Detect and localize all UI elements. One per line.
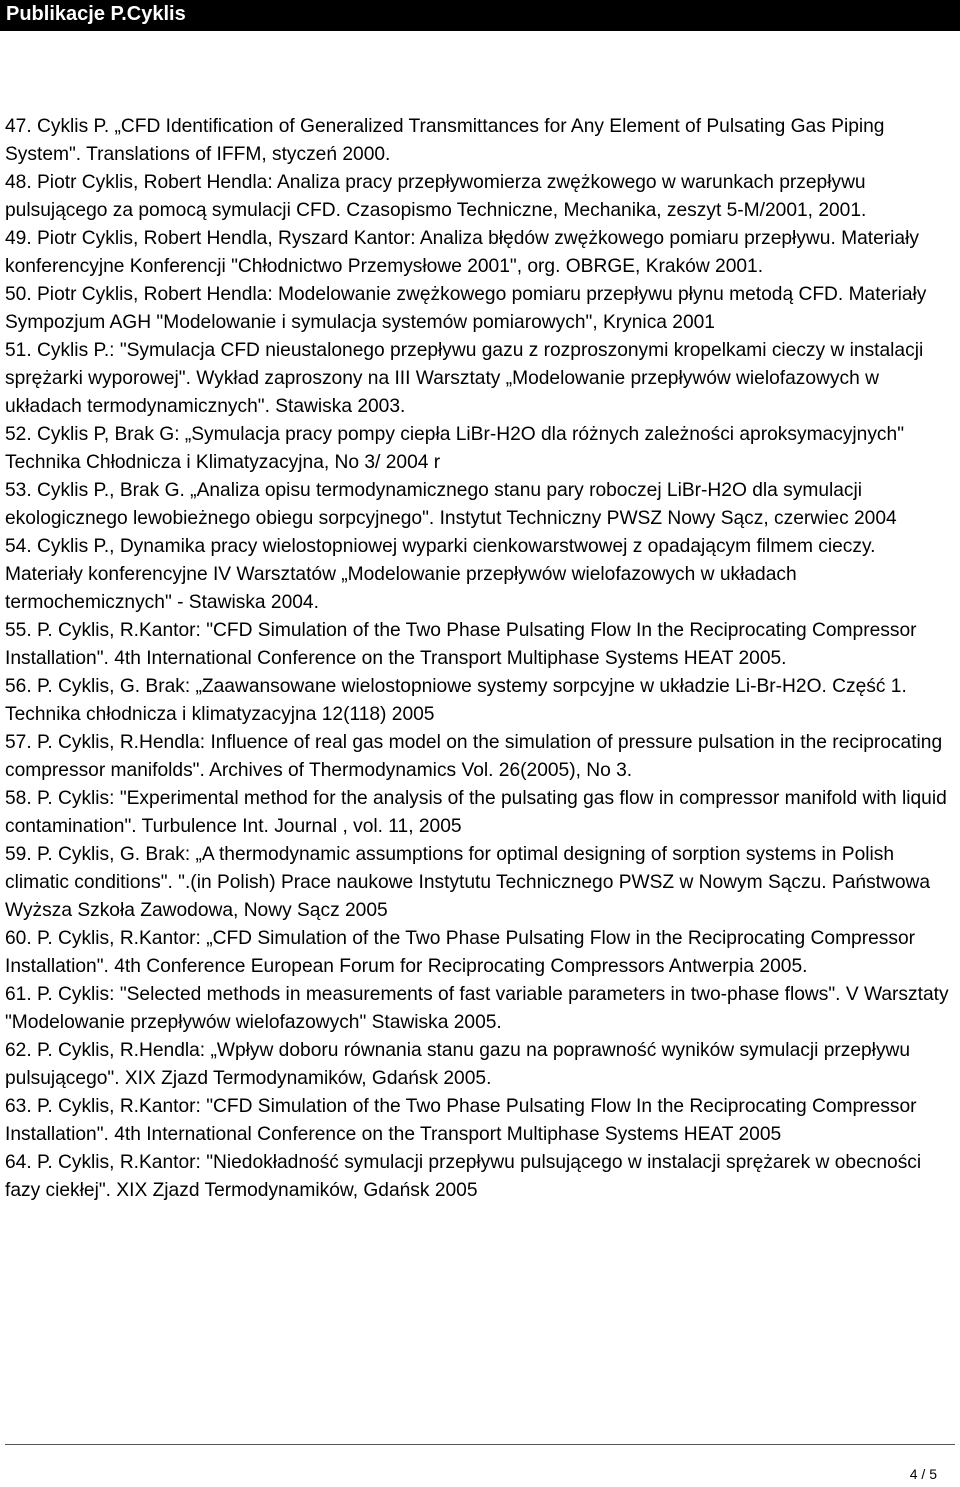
publication-entry-49: 49. Piotr Cyklis, Robert Hendla, Ryszard Kantor: Analiza błędów zwężkowego pomiaru przepływu. Materiały konferencyjne Konferencji "Chłodnictwo Przemysłowe 2001", org. OBRGE, Kraków 2001. [5,228,919,277]
publication-entry-48: 48. Piotr Cyklis, Robert Hendla: Analiza pracy przepływomierza zwężkowego w warunkach przepływu pulsującego za pomocą symulacji CFD. Czasopismo Techniczne, Mechanika, zeszyt 5-M/2001, 2001. [5,172,867,221]
page-header [0,0,960,31]
publication-entry-53: 53. Cyklis P., Brak G. „Analiza opisu termodynamicznego stanu pary roboczej LiBr-H2O dla symulacji ekologicznego lewobieżnego obiegu sorpcyjnego". Instytut Techniczny PWSZ Nowy Sącz, czerwiec 2004 [5,480,897,529]
publication-entry-50: 50. Piotr Cyklis, Robert Hendla: Modelowanie zwężkowego pomiaru przepływu płynu metodą CFD. Materiały Sympozjum AGH "Modelowanie i symulacja systemów pomiarowych", Krynica 2001 [5,284,927,333]
publication-entry-61: 61. P. Cyklis: "Selected methods in measurements of fast variable parameters in two-phase flows". V Warsztaty "Modelowanie przepływów wielofazowych" Stawiska 2005. [5,984,949,1033]
header-title: Publikacje P.Cyklis [6,3,186,25]
publication-entry-62: 62. P. Cyklis, R.Hendla: „Wpływ doboru równania stanu gazu na poprawność wyników symulacji przepływu pulsującego". XIX Zjazd Termodynamików, Gdańsk 2005. [5,1040,911,1089]
publication-list [5,113,955,1205]
page-number: 4 / 5 [909,1466,937,1482]
publication-entry-59: 59. P. Cyklis, G. Brak: „A thermodynamic assumptions for optimal designing of sorption systems in Polish climatic conditions". ".(in Polish) Prace naukowe Instytutu Technicznego PWSZ w Nowym Sączu. Państwowa Wyższa Szkoła Zawodowa, Nowy Sącz 2005 [5,844,931,921]
publication-entry-64: 64. P. Cyklis, R.Kantor: "Niedokładność symulacji przepływu pulsującego w instalacji sprężarek w obecności fazy ciekłej". XIX Zjazd Termodynamików, Gdańsk 2005 [5,1152,922,1201]
publication-entry-55: 55. P. Cyklis, R.Kantor: "CFD Simulation of the Two Phase Pulsating Flow In the Reciprocating Compressor Installation". 4th International Conference on the Transport Multiphase Systems HEAT 2005. [5,620,917,669]
publication-entry-47: 47. Cyklis P. „CFD Identification of Generalized Transmittances for Any Element of Pulsating Gas Piping System". Translations of IFFM, styczeń 2000. [5,116,885,165]
publication-entry-54: 54. Cyklis P., Dynamika pracy wielostopniowej wyparki cienkowarstwowej z opadającym filmem cieczy. Materiały konferencyjne IV Warsztatów „Modelowanie przepływów wielofazowych w układach termochemicznych" - Stawiska 2004. [5,536,876,613]
footer-divider [5,1444,955,1445]
publication-entry-63: 63. P. Cyklis, R.Kantor: "CFD Simulation of the Two Phase Pulsating Flow In the Reciprocating Compressor Installation". 4th International Conference on the Transport Multiphase Systems HEAT 2005 [5,1096,917,1145]
publication-entry-51: 51. Cyklis P.: "Symulacja CFD nieustalonego przepływu gazu z rozproszonymi kropelkami cieczy w instalacji sprężarki wyporowej". Wykład zaproszony na III Warsztaty „Modelowanie przepływów wielofazowych w układach termodynamicznych". Stawiska 2003. [5,340,924,417]
publication-entry-52: 52. Cyklis P, Brak G: „Symulacja pracy pompy ciepła LiBr-H2O dla różnych zależności aproksymacyjnych" Technika Chłodnicza i Klimatyzacyjna, No 3/ 2004 r [5,424,905,473]
publication-entry-56: 56. P. Cyklis, G. Brak: „Zaawansowane wielostopniowe systemy sorpcyjne w układzie Li-Br-H2O. Część 1. Technika chłodnicza i klimatyzacyjna 12(118) 2005 [5,676,907,725]
publication-entry-58: 58. P. Cyklis: "Experimental method for the analysis of the pulsating gas flow in compressor manifold with liquid contamination". Turbulence Int. Journal , vol. 11, 2005 [5,788,947,837]
publication-entry-57: 57. P. Cyklis, R.Hendla: Influence of real gas model on the simulation of pressure pulsation in the reciprocating compressor manifolds". Archives of Thermodynamics Vol. 26(2005), No 3. [5,732,943,781]
publication-entry-60: 60. P. Cyklis, R.Kantor: „CFD Simulation of the Two Phase Pulsating Flow in the Reciprocating Compressor Installation". 4th Conference European Forum for Reciprocating Compressors Antwerpia 2005. [5,928,916,977]
